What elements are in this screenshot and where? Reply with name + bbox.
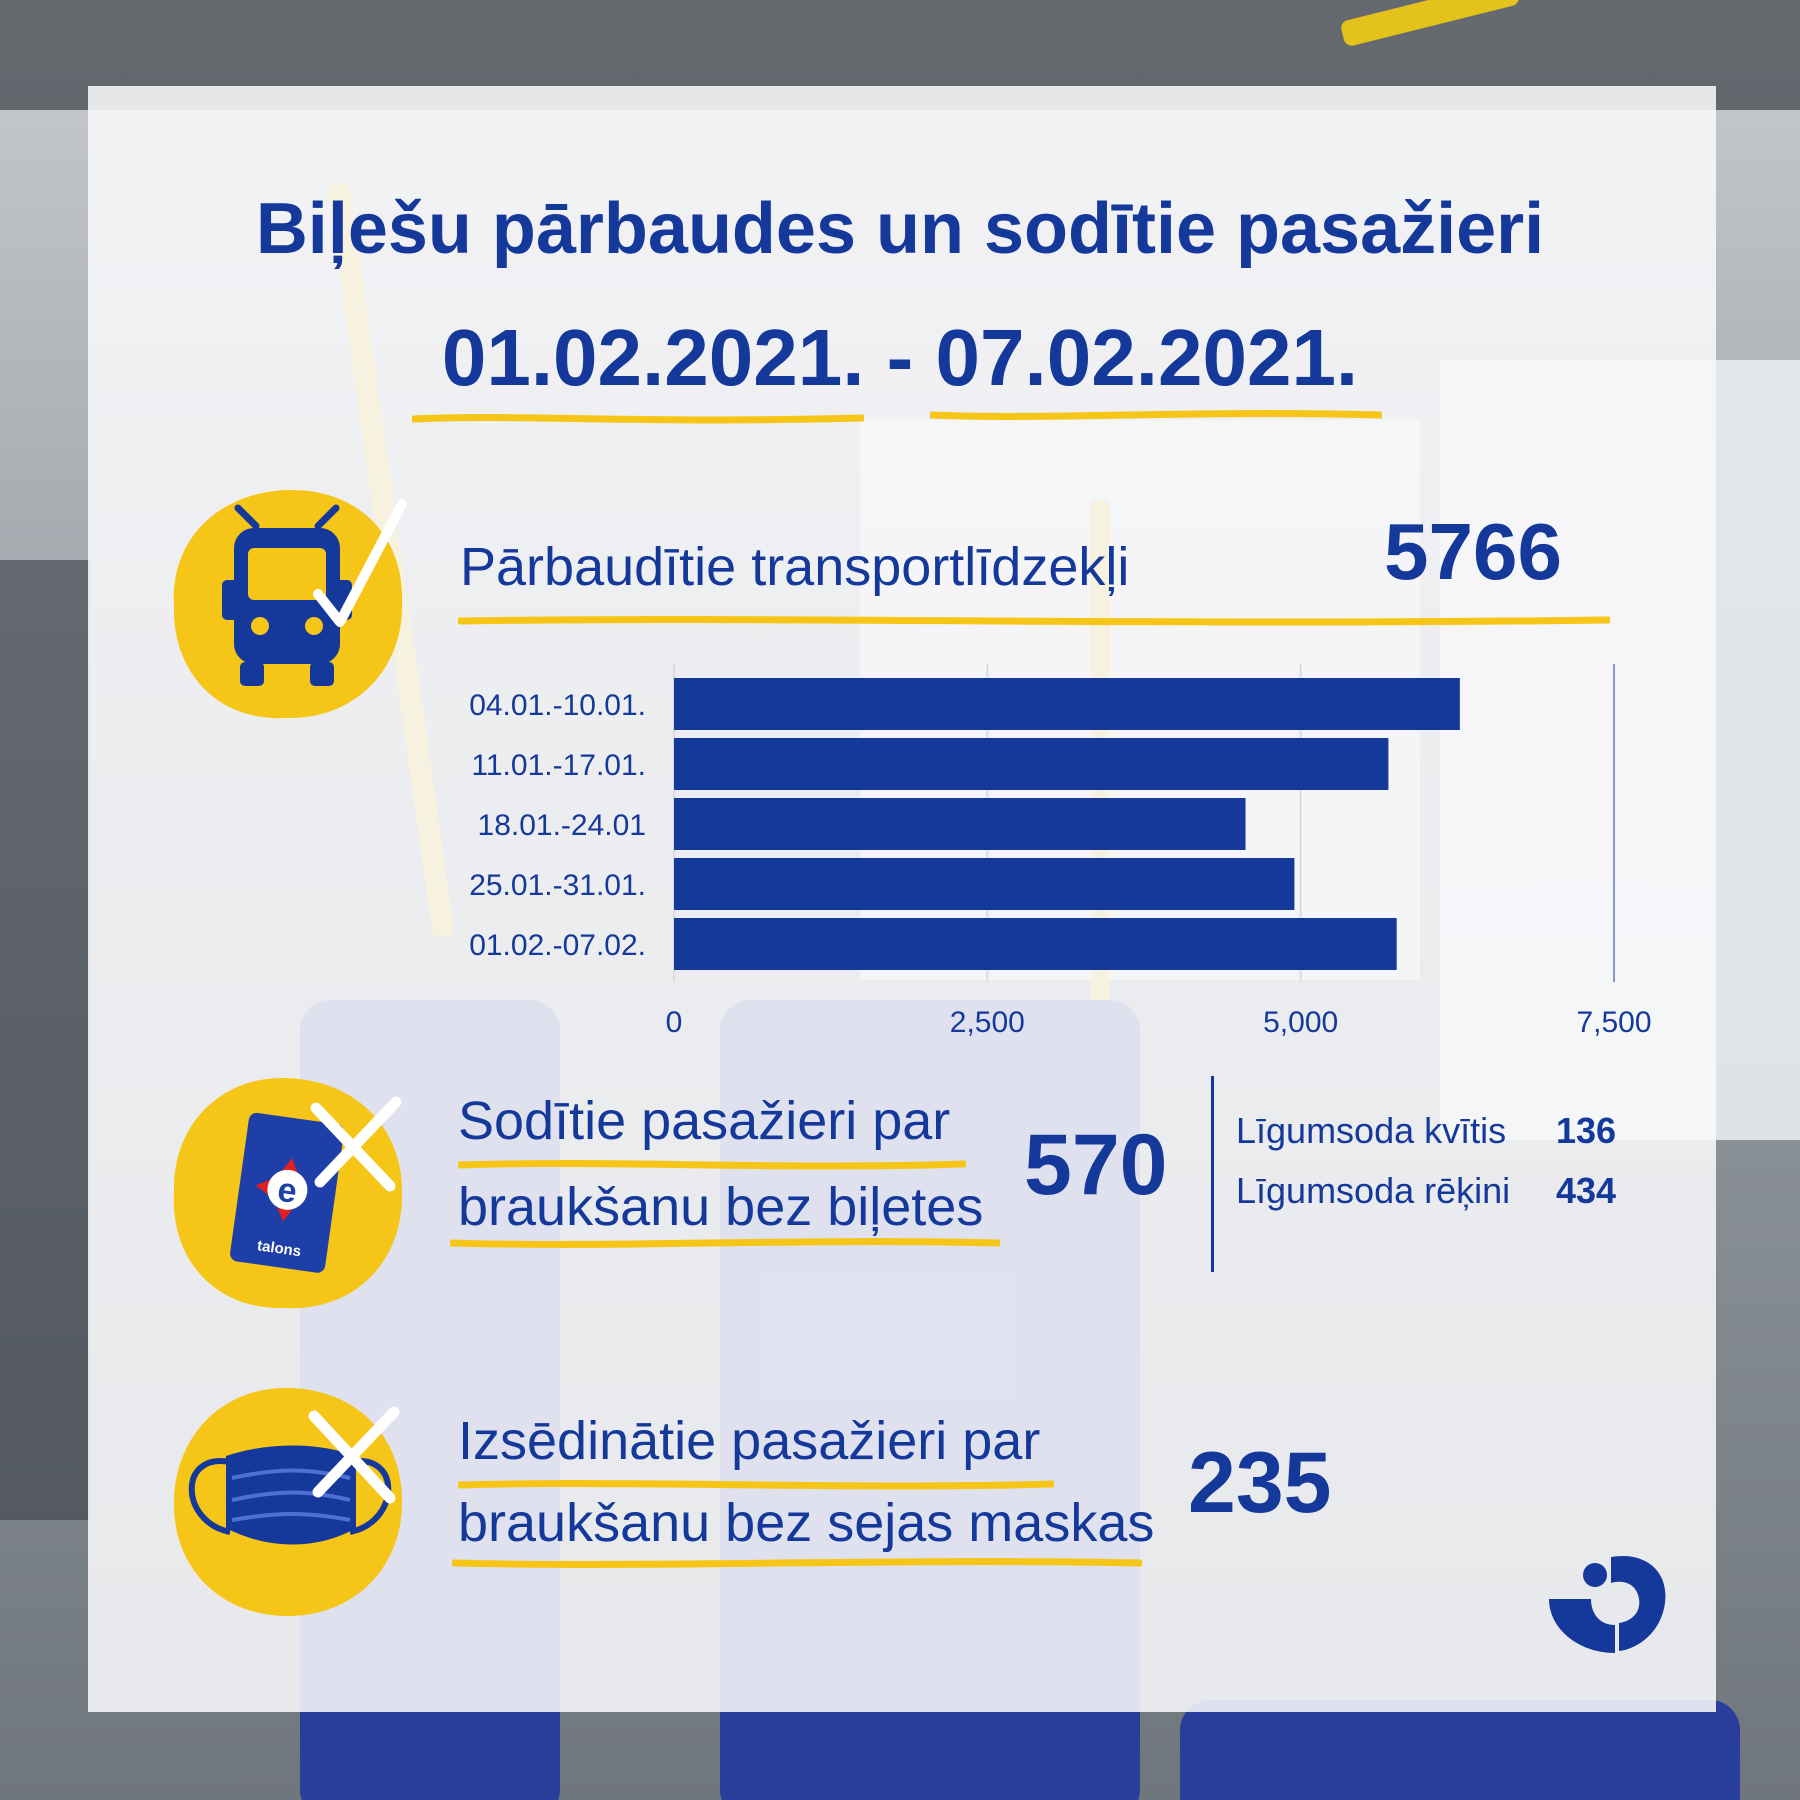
card-text: talons	[256, 1237, 303, 1261]
date-underline-left	[412, 412, 864, 426]
breakdown-label: Līgumsoda kvītis	[1236, 1110, 1507, 1151]
bar	[674, 678, 1460, 730]
svg-text:e: e	[275, 1170, 300, 1211]
masks-label-line1: Izsēdinātie pasažieri par	[458, 1411, 1041, 1471]
category-label: 25.01.-31.01.	[469, 869, 646, 902]
fined-label-line1: Sodītie pasažieri par	[458, 1091, 951, 1151]
x-tick-label: 5,000	[1263, 1006, 1339, 1039]
fined-count: 570	[1024, 1117, 1168, 1213]
masks-underline-1	[458, 1478, 1054, 1492]
date-underline-right	[930, 408, 1382, 422]
fined-underline-1	[458, 1158, 966, 1172]
breakdown-value: 434	[1556, 1170, 1617, 1211]
masks-label-line2: braukšanu bez sejas maskas	[458, 1493, 1155, 1553]
trolleybus-check-icon	[168, 484, 408, 724]
bar	[674, 918, 1397, 970]
vehicles-count: 5766	[1384, 507, 1562, 596]
fined-label-line2: braukšanu bez biļetes	[458, 1177, 984, 1237]
rigas-satiksme-logo	[1549, 1553, 1668, 1653]
category-label: 11.01.-17.01.	[471, 749, 646, 782]
category-label: 04.01.-10.01.	[469, 689, 646, 722]
x-tick-label: 2,500	[949, 1006, 1025, 1039]
x-tick-label: 0	[665, 1006, 683, 1039]
bar	[674, 798, 1246, 850]
vehicles-label: Pārbaudītie transportlīdzekļi	[460, 537, 1130, 597]
fined-underline-2	[450, 1236, 1000, 1250]
breakdown-row-invoices	[1236, 1170, 1616, 1212]
breakdown-label: Līgumsoda rēķini	[1236, 1170, 1511, 1211]
fined-divider	[1211, 1076, 1214, 1272]
masks-count: 235	[1188, 1435, 1332, 1531]
vehicles-underline	[458, 614, 1610, 628]
page-title: Biļešu pārbaudes un sodītie pasažieri	[255, 189, 1545, 269]
face-mask-cross-icon	[168, 1382, 408, 1622]
weekly-vehicles-bar-chart	[440, 660, 1690, 1040]
bar	[674, 858, 1294, 910]
breakdown-row-receipts	[1236, 1110, 1616, 1152]
date-range: 01.02.2021. - 07.02.2021.	[441, 313, 1359, 402]
category-label: 18.01.-24.01	[477, 809, 646, 842]
x-tick-label: 7,500	[1576, 1006, 1652, 1039]
masks-underline-2	[452, 1556, 1142, 1570]
etalons-card-cross-icon	[168, 1074, 408, 1314]
category-label: 01.02.-07.02.	[469, 929, 646, 962]
bar	[674, 738, 1388, 790]
breakdown-value: 136	[1556, 1110, 1617, 1151]
